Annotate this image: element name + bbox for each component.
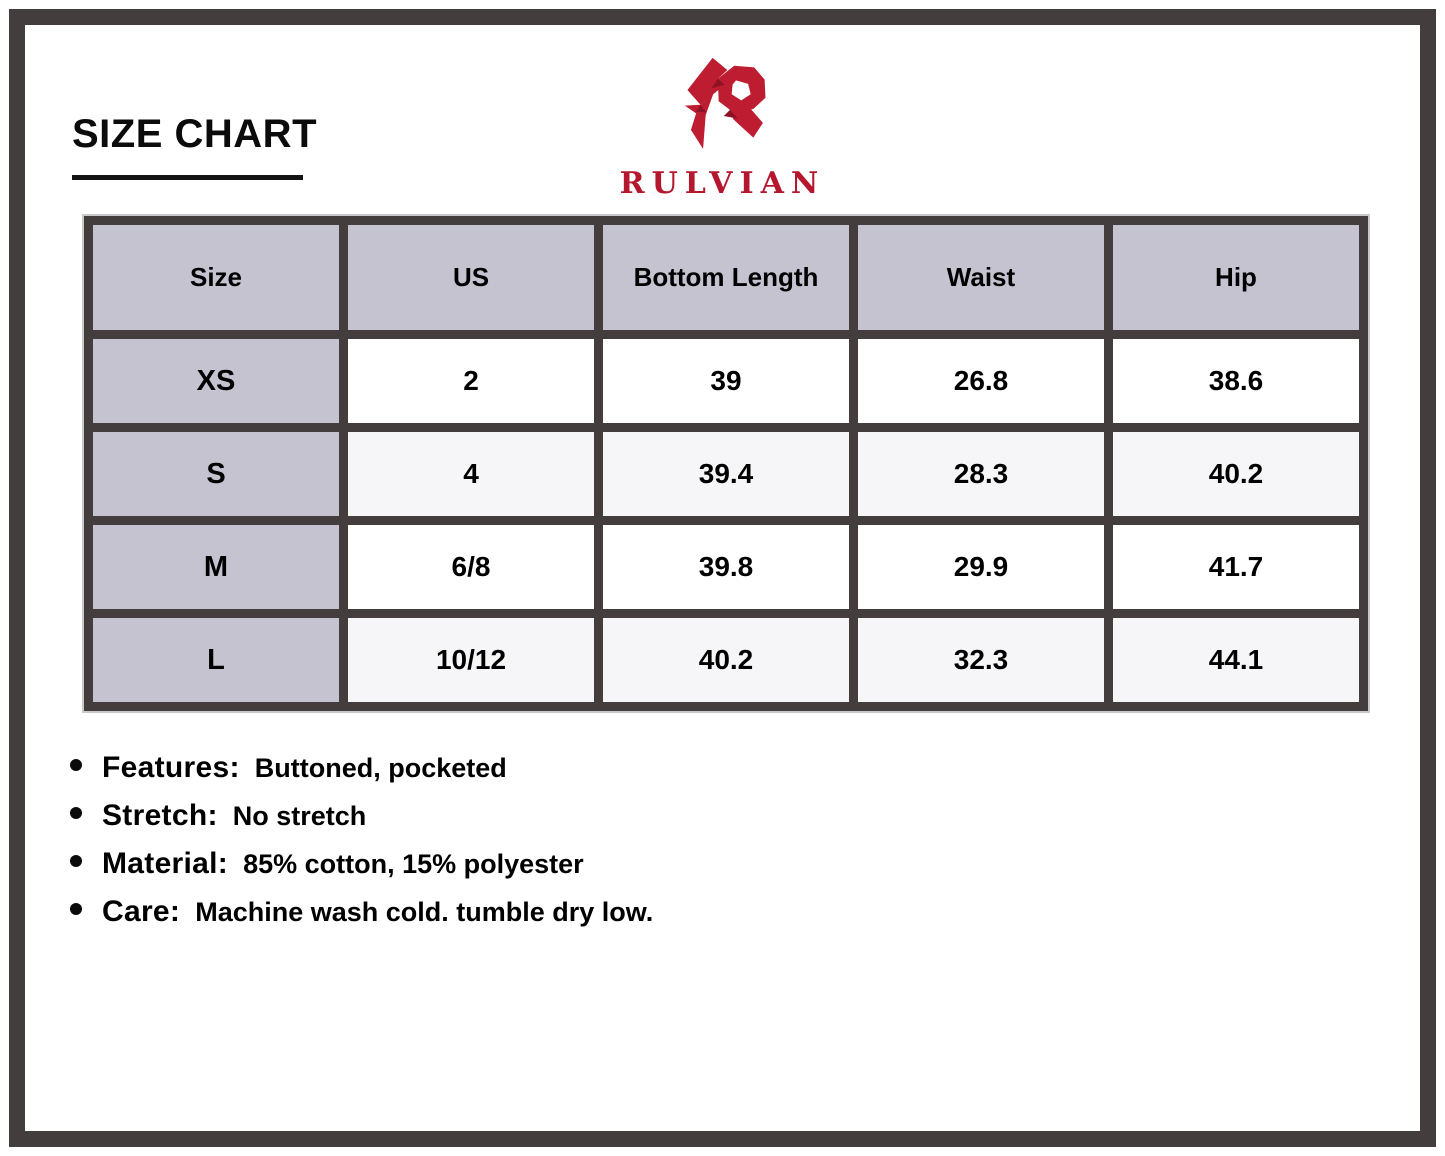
- detail-label: Features:: [102, 751, 240, 784]
- bullet-dot-icon: [70, 807, 82, 819]
- detail-value: Machine wash cold. tumble dry low.: [195, 896, 654, 927]
- bullet-dot-icon: [70, 759, 82, 771]
- table-value-cell: 32.3: [858, 618, 1104, 702]
- size-label-cell: XS: [93, 339, 339, 423]
- table-header-cell-hip: Hip: [1113, 225, 1359, 330]
- bullet-dot-icon: [70, 855, 82, 867]
- detail-item-stretch: [70, 792, 653, 840]
- table-header-cell-us: US: [348, 225, 594, 330]
- brand: [0, 48, 1445, 201]
- table-value-cell: 39.4: [603, 432, 849, 516]
- size-label-cell: L: [93, 618, 339, 702]
- table-value-cell: 6/8: [348, 525, 594, 609]
- brand-logo-icon: [671, 48, 775, 164]
- table-value-cell: 2: [348, 339, 594, 423]
- table-value-cell: 38.6: [1113, 339, 1359, 423]
- page-title: SIZE CHART: [72, 112, 317, 156]
- table-header-cell-bottom-length: Bottom Length: [603, 225, 849, 330]
- detail-item-material: [70, 840, 653, 888]
- bullet-dot-icon: [70, 903, 82, 915]
- table-value-cell: 4: [348, 432, 594, 516]
- table-value-cell: 26.8: [858, 339, 1104, 423]
- table-header-cell-size: Size: [93, 225, 339, 330]
- product-details-list: [70, 744, 653, 936]
- detail-value: No stretch: [232, 800, 367, 831]
- detail-value: Buttoned, pocketed: [254, 752, 507, 783]
- size-label-cell: M: [93, 525, 339, 609]
- table-value-cell: 40.2: [603, 618, 849, 702]
- detail-label: Care:: [102, 895, 181, 928]
- table-value-cell: 29.9: [858, 525, 1104, 609]
- detail-value: 85% cotton, 15% polyester: [243, 848, 584, 879]
- detail-label: Stretch:: [102, 799, 218, 832]
- table-value-cell: 44.1: [1113, 618, 1359, 702]
- brand-name: RULVIAN: [619, 166, 826, 201]
- size-table: [84, 216, 1368, 711]
- detail-item-features: [70, 744, 653, 792]
- table-value-cell: 41.7: [1113, 525, 1359, 609]
- detail-item-care: [70, 888, 653, 936]
- table-value-cell: 28.3: [858, 432, 1104, 516]
- size-label-cell: S: [93, 432, 339, 516]
- table-header-cell-waist: Waist: [858, 225, 1104, 330]
- table-value-cell: 39.8: [603, 525, 849, 609]
- table-value-cell: 10/12: [348, 618, 594, 702]
- table-value-cell: 40.2: [1113, 432, 1359, 516]
- detail-label: Material:: [102, 847, 229, 880]
- table-value-cell: 39: [603, 339, 849, 423]
